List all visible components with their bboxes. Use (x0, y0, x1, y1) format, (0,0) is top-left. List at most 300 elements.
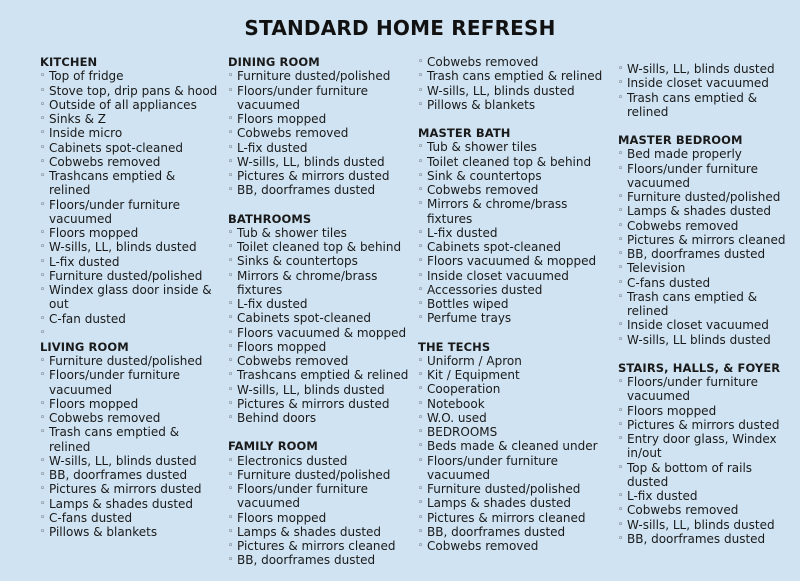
list-item-text: Mirrors & chrome/brass fixtures (427, 197, 568, 226)
list-item (40, 312, 220, 326)
bullet-icon: ◦ (228, 341, 234, 352)
list-item (618, 91, 793, 120)
list-item (618, 219, 793, 233)
list-item-text: Trash cans emptied & relined (49, 425, 180, 454)
list-item-text: Furniture dusted/polished (237, 69, 391, 84)
list-item (418, 197, 608, 226)
list-item-text: Floors/under furniture vacuumed (627, 375, 758, 404)
list-item (618, 247, 793, 261)
bullet-icon: ◦ (40, 71, 46, 82)
list-item-text: Pictures & mirrors cleaned (627, 232, 786, 247)
list-item-text: Sinks & countertops (237, 254, 358, 269)
list-item (40, 511, 220, 525)
section-bathrooms (228, 212, 413, 426)
list-item-text: Furniture dusted/polished (627, 190, 781, 204)
list-item-text: Mirrors & chrome/brass fixtures (237, 268, 378, 297)
list-item (418, 354, 608, 368)
list-item (228, 126, 413, 140)
list-item-text: Pictures & mirrors dusted (49, 482, 202, 497)
list-item-text: Electronics dusted (237, 453, 348, 468)
bullet-icon: ◦ (228, 85, 234, 96)
bullet-icon: ◦ (228, 256, 234, 267)
list-item-text: Sinks & Z (49, 112, 106, 126)
list-item-text: L-fix dusted (237, 297, 308, 311)
list-item (40, 397, 220, 411)
bullet-icon: ◦ (40, 156, 46, 167)
list-item-text: Bed made properly (627, 147, 742, 162)
list-item (40, 198, 220, 227)
list-item (418, 140, 608, 154)
bullet-icon: ◦ (418, 156, 424, 167)
list-item-text: BEDROOMS (427, 425, 498, 439)
list-item-text: Floors/under furniture vacuumed (49, 368, 180, 397)
section-title: BATHROOMS (228, 211, 312, 226)
list-item (418, 368, 608, 382)
section-master-bedroom (618, 133, 793, 347)
list-item (228, 297, 413, 311)
bullet-icon: ◦ (618, 334, 624, 345)
list-item-text: W-sills, LL, blinds dusted (49, 453, 197, 468)
list-item (618, 162, 793, 191)
list-item-text: BB, doorframes dusted (49, 468, 188, 482)
bullet-icon: ◦ (228, 555, 234, 566)
column-1 (40, 55, 220, 539)
bullet-icon: ◦ (618, 206, 624, 217)
list-item (418, 254, 608, 268)
bullet-icon: ◦ (618, 519, 624, 530)
list-item-text: BB, doorframes dusted (237, 183, 376, 198)
bullet-icon: ◦ (40, 356, 46, 366)
bullet-icon: ◦ (40, 85, 46, 96)
list-item-text: L-fix dusted (427, 225, 498, 240)
list-item (40, 269, 220, 283)
bullet-icon: ◦ (228, 370, 234, 381)
list-item (228, 454, 413, 468)
bullet-icon: ◦ (618, 149, 624, 160)
list-item-text: Toilet cleaned top & behind (237, 240, 402, 254)
column-3 (418, 55, 608, 553)
list-item-text: Floors mopped (49, 226, 139, 240)
list-item-text: Pillows & blankets (49, 525, 158, 539)
list-item-text: W-sills, LL, blinds dusted (237, 382, 385, 397)
list-item (40, 240, 220, 254)
list-item (40, 482, 220, 496)
bullet-icon: ◦ (228, 128, 234, 139)
bullet-icon: ◦ (40, 228, 46, 238)
bullet-icon: ◦ (618, 78, 624, 89)
list-item-text: Cobwebs removed (237, 126, 349, 141)
bullet-icon: ◦ (40, 142, 46, 153)
bullet-icon: ◦ (618, 291, 624, 302)
list-item (40, 126, 220, 140)
list-item-text: Cooperation (427, 382, 501, 397)
section-family-room (228, 439, 413, 567)
bullet-icon: ◦ (618, 462, 624, 473)
section-master-bath (418, 126, 608, 326)
bullet-icon: ◦ (618, 434, 624, 444)
list-item-text: Cobwebs removed (427, 55, 539, 69)
section-dining-room (228, 55, 413, 198)
list-item-text: Kit / Equipment (427, 368, 520, 382)
list-item-text: W-sills, LL, blinds dusted (627, 62, 775, 76)
list-item (40, 169, 220, 198)
bullet-icon: ◦ (618, 234, 624, 245)
list-item (40, 283, 220, 312)
list-item-text: Cobwebs removed (627, 218, 739, 233)
bullet-icon: ◦ (418, 412, 424, 423)
list-item (40, 98, 220, 112)
bullet-icon: ◦ (618, 92, 624, 103)
bullet-icon: ◦ (228, 455, 234, 466)
bullet-icon: ◦ (40, 114, 46, 124)
bullet-icon: ◦ (418, 541, 424, 551)
bullet-icon: ◦ (228, 313, 234, 324)
list-item-text: Floors/under furniture vacuumed (427, 453, 558, 482)
bullet-icon: ◦ (40, 413, 46, 423)
list-item-text: Beds made & cleaned under (427, 439, 598, 454)
section-stairs-halls-foyer (618, 361, 793, 546)
list-item-text: Accessories dusted (427, 282, 543, 297)
page-title: STANDARD HOME REFRESH (244, 16, 556, 40)
column-4 (618, 62, 793, 546)
list-item-text: Inside closet vacuumed (627, 76, 769, 91)
list-item-text: Trashcans emptied & relined (237, 368, 409, 383)
list-item (228, 397, 413, 411)
bullet-icon: ◦ (228, 541, 234, 551)
list-item (418, 311, 608, 325)
list-item-text: Television (627, 261, 686, 276)
list-item (228, 482, 413, 511)
bullet-icon: ◦ (40, 171, 46, 181)
bullet-icon: ◦ (40, 256, 46, 267)
list-item (228, 226, 413, 240)
list-item (228, 69, 413, 83)
list-item (418, 155, 608, 169)
list-item (418, 539, 608, 553)
bullet-icon: ◦ (40, 427, 46, 438)
section-title: STAIRS, HALLS, & FOYER (618, 360, 781, 375)
list-item-text: Trash cans emptied & relined (627, 289, 758, 318)
list-item (40, 525, 220, 539)
list-item-text: Pictures & mirrors cleaned (427, 510, 586, 525)
list-item (228, 553, 413, 567)
list-item-text: Cabinets spot-cleaned (49, 140, 183, 155)
bullet-icon: ◦ (228, 413, 234, 423)
list-item (40, 497, 220, 511)
list-item (618, 532, 793, 546)
list-item (228, 311, 413, 325)
list-item-text: Floors mopped (49, 396, 139, 411)
bullet-icon: ◦ (40, 498, 46, 509)
list-item-text: Cabinets spot-cleaned (427, 240, 561, 254)
list-item-text: C-fans dusted (627, 275, 711, 290)
list-item (618, 333, 793, 347)
list-item-text: Inside closet vacuumed (427, 268, 569, 283)
list-item (418, 297, 608, 311)
list-item-text: Pictures & mirrors cleaned (237, 539, 396, 553)
bullet-icon: ◦ (418, 398, 424, 409)
bullet-icon: ◦ (418, 256, 424, 267)
bullet-icon: ◦ (418, 526, 424, 537)
bullet-icon: ◦ (40, 327, 46, 338)
list-item-text: Lamps & shades dusted (49, 496, 194, 511)
bullet-icon: ◦ (418, 199, 424, 210)
list-item-text: Floors mopped (237, 112, 327, 126)
bullet-icon: ◦ (418, 85, 424, 96)
list-item-text: Cobwebs removed (49, 154, 161, 169)
list-item (618, 518, 793, 532)
list-item (40, 112, 220, 126)
list-item (228, 411, 413, 425)
checklist (40, 354, 220, 539)
bullet-icon: ◦ (618, 192, 624, 202)
list-item-text: C-fan dusted (49, 311, 126, 326)
bullet-icon: ◦ (228, 227, 234, 238)
bullet-icon: ◦ (40, 527, 46, 537)
checklist (40, 69, 220, 338)
list-item (228, 155, 413, 169)
list-item-text: Trash cans emptied & relined (627, 90, 758, 119)
list-item-text: Cobwebs removed (627, 503, 739, 518)
bullet-icon: ◦ (40, 285, 46, 295)
list-item (418, 240, 608, 254)
list-item-text: Behind doors (237, 411, 317, 425)
bullet-icon: ◦ (418, 57, 424, 67)
bullet-icon: ◦ (618, 419, 624, 430)
list-item-text: Outside of all appliances (49, 97, 197, 112)
list-item-text: Furniture dusted/polished (237, 467, 391, 482)
list-item-text: Toilet cleaned top & behind (427, 154, 592, 169)
list-item-text: Cobwebs removed (49, 411, 161, 425)
list-item-text: Tub & shower tiles (427, 140, 537, 155)
list-item (228, 269, 413, 298)
bullet-icon: ◦ (418, 313, 424, 324)
list-item (618, 404, 793, 418)
bullet-icon: ◦ (228, 484, 234, 494)
column-2 (228, 55, 413, 568)
list-item-text: Floors/under furniture vacuumed (237, 482, 368, 511)
list-item (618, 233, 793, 247)
bullet-icon: ◦ (618, 533, 624, 544)
bullet-icon: ◦ (40, 370, 46, 381)
list-item (418, 183, 608, 197)
bullet-icon: ◦ (418, 370, 424, 380)
bullet-icon: ◦ (618, 249, 624, 259)
list-item-text: C-fans dusted (49, 510, 133, 525)
list-item (40, 468, 220, 482)
list-item (40, 84, 220, 98)
list-item (618, 418, 793, 432)
section-kitchen (40, 55, 220, 338)
checklist (228, 226, 413, 426)
bullet-icon: ◦ (228, 171, 234, 181)
list-item-text: Perfume trays (427, 311, 512, 326)
list-item (618, 432, 793, 461)
list-item (418, 98, 608, 112)
list-item (618, 489, 793, 503)
list-item (40, 454, 220, 468)
list-item (418, 454, 608, 483)
bullet-icon: ◦ (228, 469, 234, 480)
list-item-text: Windex glass door inside & out (49, 283, 212, 312)
list-item (618, 276, 793, 290)
bullet-icon: ◦ (228, 71, 234, 82)
list-item (418, 411, 608, 425)
bullet-icon: ◦ (418, 427, 424, 437)
list-item (40, 155, 220, 169)
bullet-icon: ◦ (418, 270, 424, 281)
section-continued (618, 62, 793, 119)
section-title: KITCHEN (40, 55, 98, 69)
list-item-text: Floors mopped (237, 510, 327, 525)
section-living-room (40, 340, 220, 540)
list-item (228, 84, 413, 113)
bullet-icon: ◦ (40, 512, 46, 523)
bullet-icon: ◦ (418, 227, 424, 238)
list-item (228, 340, 413, 354)
bullet-icon: ◦ (418, 99, 424, 110)
bullet-icon: ◦ (40, 470, 46, 480)
checklist (418, 354, 608, 554)
list-item-text: Floors/under furniture vacuumed (627, 161, 758, 190)
list-item-text: Sink & countertops (427, 168, 542, 183)
list-item-text: Cobwebs removed (237, 354, 349, 368)
list-item (418, 511, 608, 525)
list-item-text: Floors vacuumed & mopped (237, 325, 407, 340)
checklist (418, 55, 608, 112)
list-item (618, 190, 793, 204)
section-continued (418, 55, 608, 112)
list-item (228, 511, 413, 525)
bullet-icon: ◦ (228, 327, 234, 338)
list-item (418, 482, 608, 496)
bullet-icon: ◦ (418, 441, 424, 452)
list-item-text: Stove top, drip pans & hood (49, 83, 218, 98)
bullet-icon: ◦ (228, 384, 234, 395)
list-item-text: Uniform / Apron (427, 353, 522, 368)
list-item-text: W-sills, LL blinds dusted (627, 332, 771, 347)
bullet-icon: ◦ (228, 185, 234, 196)
bullet-icon: ◦ (40, 484, 46, 495)
bullet-icon: ◦ (618, 377, 624, 387)
list-item (418, 397, 608, 411)
list-item-text: Inside micro (49, 126, 123, 141)
list-item-text: Top of fridge (49, 69, 124, 84)
bullet-icon: ◦ (228, 242, 234, 252)
bullet-icon: ◦ (618, 491, 624, 501)
list-item-text: Cobwebs removed (427, 539, 539, 553)
list-item-text: Floors vacuumed & mopped (427, 254, 597, 269)
section-title: MASTER BEDROOM (618, 133, 743, 147)
checklist (618, 62, 793, 119)
checklist (228, 454, 413, 568)
list-item (618, 62, 793, 76)
list-item-text: Lamps & shades dusted (627, 204, 772, 219)
list-item (228, 539, 413, 553)
list-item (418, 226, 608, 240)
list-item (228, 240, 413, 254)
list-item (618, 147, 793, 161)
list-item-text: Cabinets spot-cleaned (237, 311, 371, 326)
bullet-icon: ◦ (228, 142, 234, 153)
bullet-icon: ◦ (228, 299, 234, 309)
bullet-icon: ◦ (40, 270, 46, 281)
list-item (618, 461, 793, 490)
list-item (40, 69, 220, 83)
list-item (228, 326, 413, 340)
list-item-text: BB, doorframes dusted (237, 553, 376, 568)
list-item (40, 368, 220, 397)
list-item (228, 383, 413, 397)
bullet-icon: ◦ (418, 498, 424, 509)
list-item (40, 226, 220, 240)
section-title: DINING ROOM (228, 55, 320, 69)
list-item-text: Trash cans emptied & relined (427, 69, 603, 84)
bullet-icon: ◦ (618, 405, 624, 416)
list-item (618, 76, 793, 90)
bullet-icon: ◦ (418, 384, 424, 395)
list-item (618, 375, 793, 404)
bullet-icon: ◦ (418, 355, 424, 366)
list-item-text: Bottles wiped (427, 297, 509, 311)
bullet-icon: ◦ (40, 99, 46, 110)
list-item (618, 290, 793, 319)
section-title: FAMILY ROOM (228, 439, 318, 454)
list-item (228, 468, 413, 482)
list-item-text: W-sills, LL, blinds dusted (49, 240, 197, 255)
list-item (228, 354, 413, 368)
bullet-icon: ◦ (228, 512, 234, 523)
list-item-text: L-fix dusted (49, 254, 120, 269)
list-item (40, 411, 220, 425)
list-item (618, 261, 793, 275)
list-item (40, 354, 220, 368)
list-item-text: Floors/under furniture vacuumed (49, 197, 180, 226)
bullet-icon: ◦ (228, 270, 234, 281)
bullet-icon: ◦ (618, 220, 624, 231)
bullet-icon: ◦ (618, 64, 624, 74)
bullet-icon: ◦ (40, 242, 46, 253)
bullet-icon: ◦ (618, 505, 624, 516)
bullet-icon: ◦ (418, 455, 424, 466)
list-item-text: Lamps & shades dusted (427, 496, 572, 511)
bullet-icon: ◦ (228, 526, 234, 537)
list-item (418, 382, 608, 396)
bullet-icon: ◦ (40, 313, 46, 324)
list-item (418, 84, 608, 98)
bullet-icon: ◦ (418, 142, 424, 153)
list-item (618, 503, 793, 517)
list-item-text: Tub & shower tiles (237, 225, 347, 240)
list-item-text: BB, doorframes dusted (627, 531, 766, 546)
bullet-icon: ◦ (418, 284, 424, 295)
section-title: LIVING ROOM (40, 339, 129, 354)
list-item-text: Trashcans emptied & relined (49, 169, 176, 198)
list-item (418, 425, 608, 439)
list-item (418, 55, 608, 69)
bullet-icon: ◦ (618, 277, 624, 288)
list-item-text: Lamps & shades dusted (237, 524, 382, 539)
list-item-text: W-sills, LL, blinds dusted (627, 517, 775, 532)
bullet-icon: ◦ (618, 263, 624, 274)
list-item-text: Top & bottom of rails dusted (627, 460, 753, 489)
list-item-text: Floors/under furniture vacuumed (237, 83, 368, 112)
bullet-icon: ◦ (40, 128, 46, 139)
list-item-text: Furniture dusted/polished (49, 354, 203, 368)
checklist (418, 140, 608, 325)
bullet-icon: ◦ (228, 356, 234, 366)
list-item (40, 255, 220, 269)
